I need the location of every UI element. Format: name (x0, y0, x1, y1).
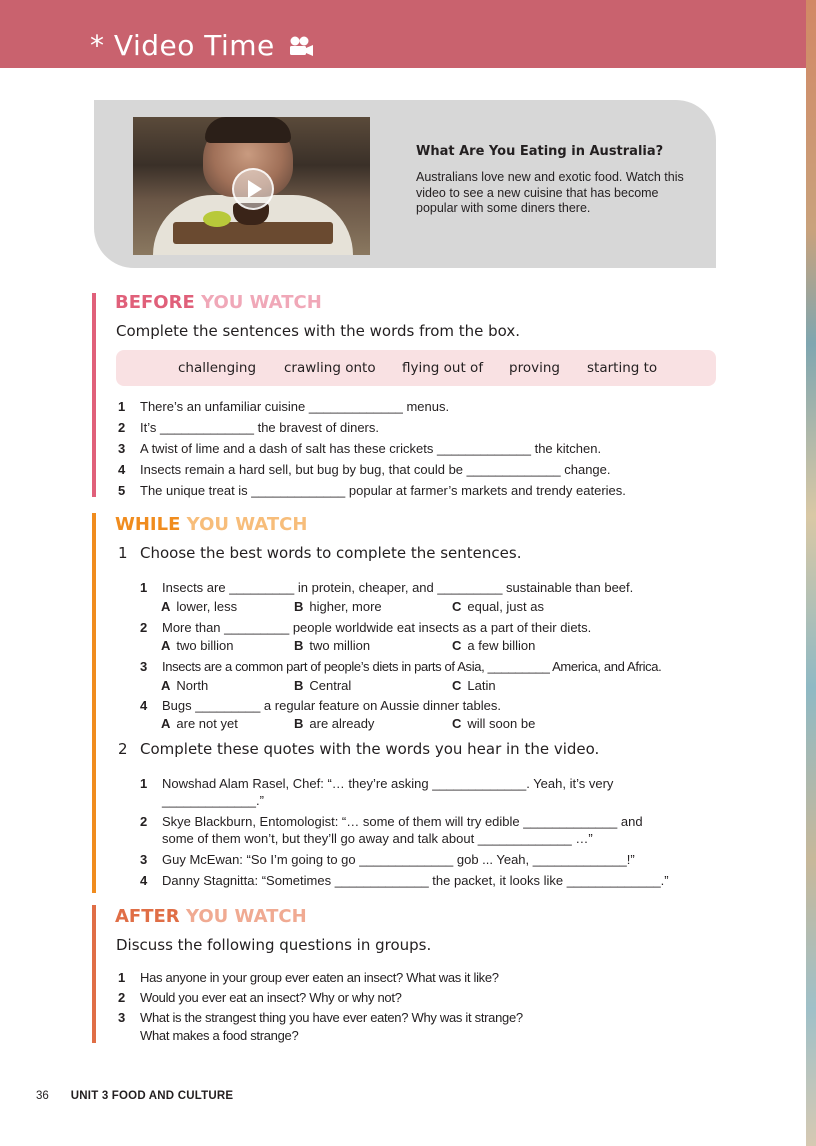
item-number: 1 (140, 776, 148, 791)
option-text: a few billion (467, 638, 536, 653)
option-c: C will soon be (452, 716, 536, 731)
item-text: More than _________ people worldwide eat insects as a part of their diets. (162, 620, 592, 635)
item-text: It’s _____________ the bravest of diners. (140, 420, 379, 435)
before-item (118, 399, 449, 414)
item-number: 3 (118, 441, 126, 456)
play-icon[interactable] (232, 168, 274, 210)
item-number: 2 (140, 620, 148, 635)
item-text: Has anyone in your group ever eaten an insect? What was it like? (140, 970, 499, 985)
while-item (140, 698, 501, 713)
quote-item (140, 776, 613, 791)
option-text: two billion (176, 638, 234, 653)
item-text: Would you ever eat an insect? Why or why not? (140, 990, 402, 1005)
option-a: A are not yet (161, 716, 238, 731)
item-number: 4 (140, 873, 148, 888)
item-text: Insects are a common part of people’s diets in parts of Asia, _________ America, and Africa. (162, 659, 662, 674)
before-instruction: Complete the sentences with the words from the box. (116, 322, 521, 340)
after-heading-bold: AFTER (115, 906, 180, 927)
item-number: 2 (118, 990, 125, 1005)
item-text: Insects remain a hard sell, but bug by bug, that could be _____________ change. (140, 462, 611, 477)
while-part1-instruction (118, 544, 521, 562)
item-number: 2 (140, 814, 148, 829)
before-item (118, 462, 611, 477)
word-box-item: crawling onto (284, 360, 376, 376)
part-number: 1 (118, 544, 128, 562)
word-box-item: challenging (178, 360, 257, 376)
option-text: higher, more (309, 599, 382, 614)
option-text: are already (309, 716, 375, 731)
item-text: The unique treat is _____________ popular at farmer’s markets and trendy eateries. (140, 483, 626, 498)
option-b: B are already (294, 716, 375, 731)
video-description: Australians love new and exotic food. Watch this video to see a new cuisine that has become popular with some diners there. (416, 170, 684, 215)
item-number: 4 (140, 698, 148, 713)
page-edge-photo-strip (806, 0, 816, 1146)
item-text: Bugs _________ a regular feature on Aussie dinner tables. (162, 698, 501, 713)
quote-item-continued: _____________.” (162, 793, 264, 808)
word-box-item: starting to (587, 360, 658, 376)
part-number: 2 (118, 740, 128, 758)
header-title-text: * Video Time (90, 29, 275, 62)
quote-item-continued: some of them won’t, but they’ll go away and talk about _____________ …” (162, 831, 593, 846)
while-item (140, 620, 591, 635)
item-number: 5 (118, 483, 126, 498)
option-b: B higher, more (294, 599, 382, 614)
after-section-bar (92, 905, 96, 1043)
item-text: Danny Stagnitta: “Sometimes _____________ the packet, it looks like _____________.” (162, 873, 669, 888)
instruction-text: Complete these quotes with the words you hear in the video. (140, 740, 600, 758)
lime-garnish (203, 211, 231, 227)
before-heading-bold: BEFORE (115, 292, 195, 313)
after-item (118, 990, 402, 1005)
option-c: C equal, just as (452, 599, 544, 614)
option-a: A two billion (161, 638, 234, 653)
while-item (140, 580, 633, 595)
while-item (140, 659, 661, 674)
item-text: There’s an unfamiliar cuisine _____________ menus. (140, 399, 450, 414)
item-text: Skye Blackburn, Entomologist: “… some of them will try edible _____________ and (162, 814, 643, 829)
item-number: 1 (140, 580, 148, 595)
item-text: Guy McEwan: “So I’m going to go _____________ gob ... Yeah, _____________!” (162, 852, 635, 867)
option-text: Central (309, 678, 352, 693)
before-section-bar (92, 293, 96, 497)
before-item (118, 483, 626, 498)
quote-item (140, 814, 643, 829)
item-text: What is the strangest thing you have ever eaten? Why was it strange? (140, 1010, 523, 1025)
item-text: Nowshad Alam Rasel, Chef: “… they’re asking _____________. Yeah, it’s very (162, 776, 614, 791)
word-box-item: proving (509, 360, 560, 376)
word-box-item: flying out of (402, 360, 484, 376)
video-camera-icon (288, 35, 314, 57)
instruction-text: Choose the best words to complete the sentences. (140, 544, 522, 562)
video-title: What Are You Eating in Australia? (416, 144, 664, 159)
after-heading (115, 906, 307, 927)
item-number: 3 (118, 1010, 125, 1025)
serving-board (173, 222, 333, 244)
quote-item (140, 852, 635, 867)
option-text: Latin (467, 678, 496, 693)
item-number: 2 (118, 420, 126, 435)
option-a: A North (161, 678, 209, 693)
item-number: 1 (118, 399, 126, 414)
page-footer (36, 1090, 233, 1102)
while-heading-bold: WHILE (115, 514, 181, 535)
option-a: A lower, less (161, 599, 238, 614)
after-item (118, 1010, 523, 1025)
header-title (90, 28, 314, 64)
option-text: are not yet (176, 716, 238, 731)
page-number: 36 (36, 1090, 49, 1102)
while-section-bar (92, 513, 96, 893)
while-heading-light: YOU WATCH (186, 514, 308, 535)
quote-item (140, 873, 669, 888)
after-heading-light: YOU WATCH (185, 906, 307, 927)
before-heading-light: YOU WATCH (201, 292, 322, 313)
option-text: North (176, 678, 209, 693)
after-item-continued: What makes a food strange? (140, 1028, 299, 1043)
item-text: Insects are _________ in protein, cheaper, and _________ sustainable than beef. (162, 580, 634, 595)
option-b: B two million (294, 638, 371, 653)
before-heading (115, 292, 322, 313)
after-item (118, 970, 499, 985)
before-item (118, 441, 601, 456)
while-part2-instruction (118, 740, 599, 758)
option-text: lower, less (176, 599, 238, 614)
chef-hair (205, 117, 291, 143)
while-heading (115, 514, 307, 535)
option-c: C a few billion (452, 638, 536, 653)
option-text: will soon be (467, 716, 536, 731)
unit-title: UNIT 3 FOOD AND CULTURE (70, 1090, 234, 1102)
item-number: 3 (140, 852, 148, 867)
option-text: equal, just as (467, 599, 544, 614)
item-number: 4 (118, 462, 126, 477)
item-number: 3 (140, 659, 147, 674)
option-c: C Latin (452, 678, 496, 693)
option-b: B Central (294, 678, 352, 693)
item-number: 1 (118, 970, 125, 985)
before-item (118, 420, 379, 435)
after-instruction: Discuss the following questions in groups. (116, 936, 432, 954)
option-text: two million (309, 638, 371, 653)
item-text: A twist of lime and a dash of salt has these crickets _____________ the kitchen. (140, 441, 602, 456)
